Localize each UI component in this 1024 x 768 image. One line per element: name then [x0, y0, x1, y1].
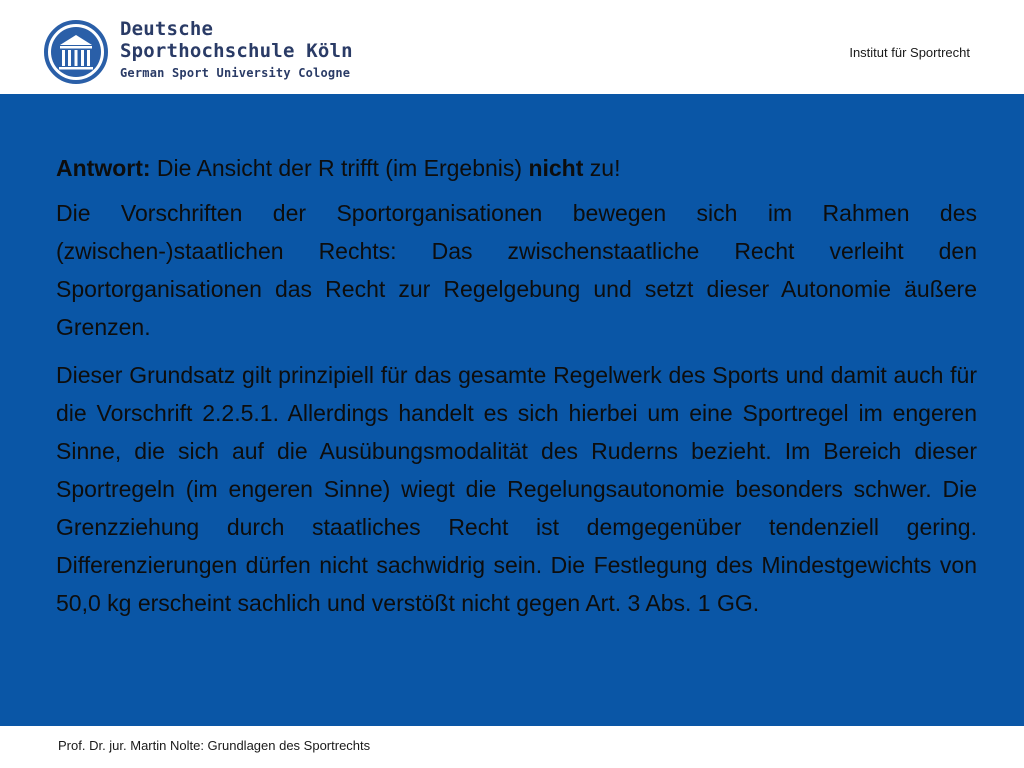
logo-line-3: German Sport University Cologne [120, 66, 351, 80]
logo-line-1: Deutsche [120, 18, 214, 40]
logo-line-2: Sporthochschule Köln [120, 40, 353, 62]
institute-name: Institut für Sportrecht [849, 45, 970, 60]
university-logo-text [120, 20, 353, 79]
answer-text-2: zu! [583, 155, 621, 181]
university-seal-icon [44, 20, 108, 84]
paragraph-2: Dieser Grundsatz gilt prinzipiell für das gesamte Regelwerk des Sports und damit auch für die Vorschrift 2.2.5.1. Allerdings handelt es sich hierbei um eine Sportregel im engeren Sinne, die sich auf die Ausübungsmodalität des Ruderns bezieht. Im Bereich dieser Sportregeln (im engeren Sinne) wiegt die Regelungsautonomie besonders schwer. Die Grenzziehung durch staatliches Recht ist demgegenüber tendenziell gering. Differenzierungen dürfen nicht sachwidrig sein. Die Festlegung des Mindestgewichts von 50,0 kg erscheint sachlich und verstößt nicht gegen Art. 3 Abs. 1 GG. [56, 362, 977, 616]
paragraph-1: Die Vorschriften der Sportorganisationen bewegen sich im Rahmen des (zwischen-)staatlichen Rechts: Das zwischenstaatliche Recht verleiht den Sportorganisationen das Recht zur Regelgebung und setzt dieser Autonomie äußere Grenzen. [56, 200, 977, 340]
slide-header [0, 0, 1024, 94]
answer-label: Antwort: [56, 155, 151, 181]
answer-emphasis: nicht [528, 155, 584, 181]
answer-text-1: Die Ansicht der R trifft (im Ergebnis) [150, 155, 529, 181]
slide-content [56, 152, 977, 632]
answer-line [56, 152, 977, 184]
footer-text: Prof. Dr. jur. Martin Nolte: Grundlagen des Sportrechts [58, 738, 371, 753]
